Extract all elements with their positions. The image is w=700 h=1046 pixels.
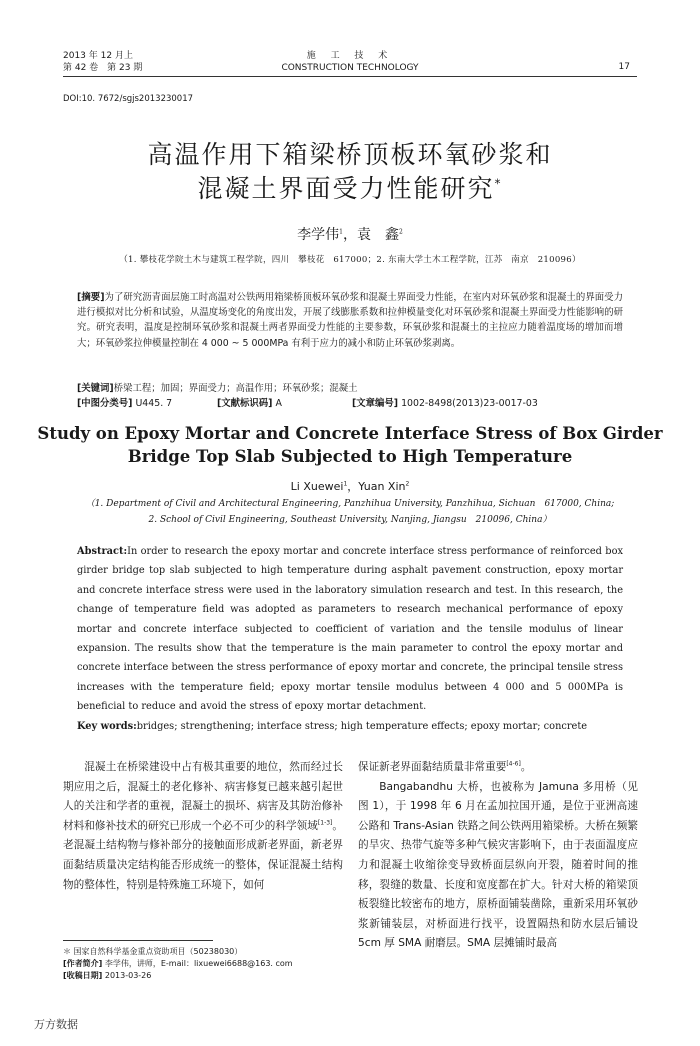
abstract-zh-label: [摘要] xyxy=(77,292,105,303)
received-date-value: 2013-03-26 xyxy=(104,971,152,980)
abstract-en-label: Abstract: xyxy=(77,546,128,557)
author-en-2-sup: 2 xyxy=(405,480,410,488)
title-zh-line2 xyxy=(0,170,700,208)
watermark: 万方数据 xyxy=(34,1018,78,1031)
doc-label: [文献标识码] xyxy=(217,398,273,409)
doi: DOI:10. 7672/sgjs2013230017 xyxy=(63,94,194,104)
keywords-zh-label: [关键词] xyxy=(77,383,114,394)
author-zh-2-sup: 2 xyxy=(399,228,403,236)
title-en-line1: Study on Epoxy Mortar and Concrete Interface Stress of Box Girder xyxy=(37,424,663,443)
abstract-en xyxy=(77,542,623,717)
title-zh-line1: 高温作用下箱梁桥顶板环氧砂浆和 xyxy=(147,140,553,169)
keywords-en-label: Key words: xyxy=(77,721,137,732)
clc-label: [中图分类号] xyxy=(77,398,133,409)
body-left-column xyxy=(63,758,343,895)
citation: [1-3] xyxy=(317,819,333,827)
classification-info xyxy=(77,396,538,411)
clc-value: U445. 7 xyxy=(135,398,173,409)
journal-name-zh: 施 工 技 术 xyxy=(306,51,394,61)
body-right-text-a: 保证新老界面黏结质量非常重要 xyxy=(358,761,507,773)
authors-en xyxy=(0,478,700,494)
keywords-en xyxy=(77,717,623,736)
body-paragraph xyxy=(358,758,638,778)
body-left-text-a: 混凝土在桥梁建设中占有极其重要的地位，然而经过长期应用之后，混凝土的老化修补、病害修复已越来越引起世人的关注和学者的重视，混凝土的损坏、病害及其防治修补材料和修补技术的研究已形成一个必不可少的科学领域 xyxy=(63,761,343,832)
keywords-zh xyxy=(77,381,623,396)
received-date xyxy=(63,970,293,982)
author-zh-2: 袁 鑫 xyxy=(357,227,399,243)
author-note-text: 李学伟，讲师，E-mail：lixuewei6688@163. com xyxy=(104,959,293,968)
clc-code xyxy=(77,396,217,411)
received-date-label: [收稿日期] xyxy=(63,971,103,980)
authors-zh xyxy=(0,224,700,244)
affiliation-zh: （1. 攀枝花学院土木与建筑工程学院，四川 攀枝花 617000；2. 东南大学土木工程学院，江苏 南京 210096） xyxy=(119,255,581,265)
fund-note: ＊ 国家自然科学基金重点资助项目（50238030） xyxy=(63,947,243,956)
author-zh-1: 李学伟 xyxy=(297,227,340,243)
doc-code xyxy=(217,396,352,411)
footnote-rule xyxy=(63,940,213,941)
author-en-1-sup: 1 xyxy=(343,480,348,488)
keywords-en-text: bridges; strengthening; interface stress; high temperature effects; epoxy mortar; concrete xyxy=(136,721,588,732)
author-en-1: Li Xuewei xyxy=(290,480,344,493)
author-en-2: Yuan Xin xyxy=(358,480,406,493)
doc-value: A xyxy=(275,398,282,409)
body-paragraph: Bangabandhu 大桥，也被称为 Jamuna 多用桥（见图 1），于 1998 年 6 月在孟加拉国开通，是位于亚洲高速公路和 Trans-Asian 铁路之间公铁两用箱梁桥。大桥在频繁的旱灾、热带气旋等多种气候灾害影响下，由于表面温度应力和混凝土收缩徐变导致桥面层纵向开裂，随着时间的推移，裂缝的数量、长度和宽度都在扩大。针对大桥的箱梁顶板裂缝比较密布的地方，原桥面铺装凿除，重新采用环氧砂浆新铺装层，对桥面进行找平，设置隔热和防水层后铺设 5cm 厚 SMA 耐磨层。SMA 层摊铺时最高 xyxy=(358,780,638,950)
volume-issue: 第 42 卷 第 23 期 xyxy=(63,63,143,73)
page-number: 17 xyxy=(618,62,630,72)
title-en-line2: Bridge Top Slab Subjected to High Temperature xyxy=(127,447,573,466)
author-zh-1-sup: 1 xyxy=(339,228,343,236)
affiliation-en-line1: （1. Department of Civil and Architectural Engineering, Panzhihua University, Panzhihua, Sichuan 617000, China; xyxy=(85,499,615,509)
abstract-zh-text: 为了研究沥青面层施工时高温对公铁两用箱梁桥顶板环氧砂浆和混凝土界面受力性能，在室内对环氧砂浆和混凝土的界面受力进行模拟对比分析和试验，从温度场变化的角度出发，开展了线膨胀系数和拉伸模量变化对环氧砂浆和混凝土界面受力性能影响的研究。研究表明，温度是控制环氧砂浆和混凝土两者界面受力性能的主要参数，环氧砂浆和混凝土的主拉应力随着温度场的增加而增大；环氧砂浆拉伸模量控制在 4 000 ~ 5 000MPa 有利于应力的减小和防止环氧砂浆剥离。 xyxy=(77,292,623,349)
header-rule xyxy=(63,76,637,77)
body-left-text-b: 。老混凝土结构物与修补部分的接触面形成新老界面，新老界面黏结质量决定结构能否形成统一的整体，保证混凝土结构物的整体性，特别是特殊施工环境下，如何 xyxy=(63,819,344,891)
issue-date: 2013 年 12 月上 xyxy=(63,51,133,61)
author-zh-sep: ， xyxy=(343,227,357,243)
abstract-en-text: In order to research the epoxy mortar and concrete interface stress performance of reinforced box girder bridge top slab subjected to high temperature during asphalt pavement construction, epoxy mortar and concrete interface stress were used in the laboratory simulation research and test. In this research, the change of temperature field was adopted as parameters to research mechanical performance of epoxy mortar and concrete interface subjected to coefficient of variation and the tensile modulus of linear expansion. The results show that the temperature is the main parameter to control the epoxy mortar and concrete interface between the stress performance of epoxy mortar and concrete, the principal tensile stress increases with the temperature field; epoxy mortar tensile modulus between 4 000 and 5 000MPa is beneficial to reduce and avoid the stress of epoxy mortar detachment. xyxy=(77,546,623,713)
affiliation-en-line2: 2. School of Civil Engineering, Southeast University, Nanjing, Jiangsu 210096, China） xyxy=(148,515,552,525)
art-label: [文章编号] xyxy=(352,398,399,409)
abstract-zh xyxy=(77,290,623,351)
author-note xyxy=(63,958,293,970)
keywords-zh-text: 桥梁工程；加固；界面受力；高温作用；环氧砂浆；混凝土 xyxy=(113,383,358,394)
art-value: 1002-8498(2013)23-0017-03 xyxy=(401,398,538,409)
body-paragraph xyxy=(63,758,343,895)
author-en-sep: ， xyxy=(347,480,359,493)
title-zh-line2-text: 混凝土界面受力性能研究 xyxy=(197,174,495,203)
journal-name-en: CONSTRUCTION TECHNOLOGY xyxy=(281,63,419,73)
body-right-column xyxy=(358,758,638,954)
body-right-text-b: 。 xyxy=(520,761,532,773)
author-note-label: [作者简介] xyxy=(63,959,103,968)
title-footnote-mark: * xyxy=(494,176,503,191)
journal-name xyxy=(0,50,700,74)
article-number xyxy=(352,396,538,411)
footnote xyxy=(63,946,293,982)
citation: [4-6] xyxy=(506,760,521,768)
